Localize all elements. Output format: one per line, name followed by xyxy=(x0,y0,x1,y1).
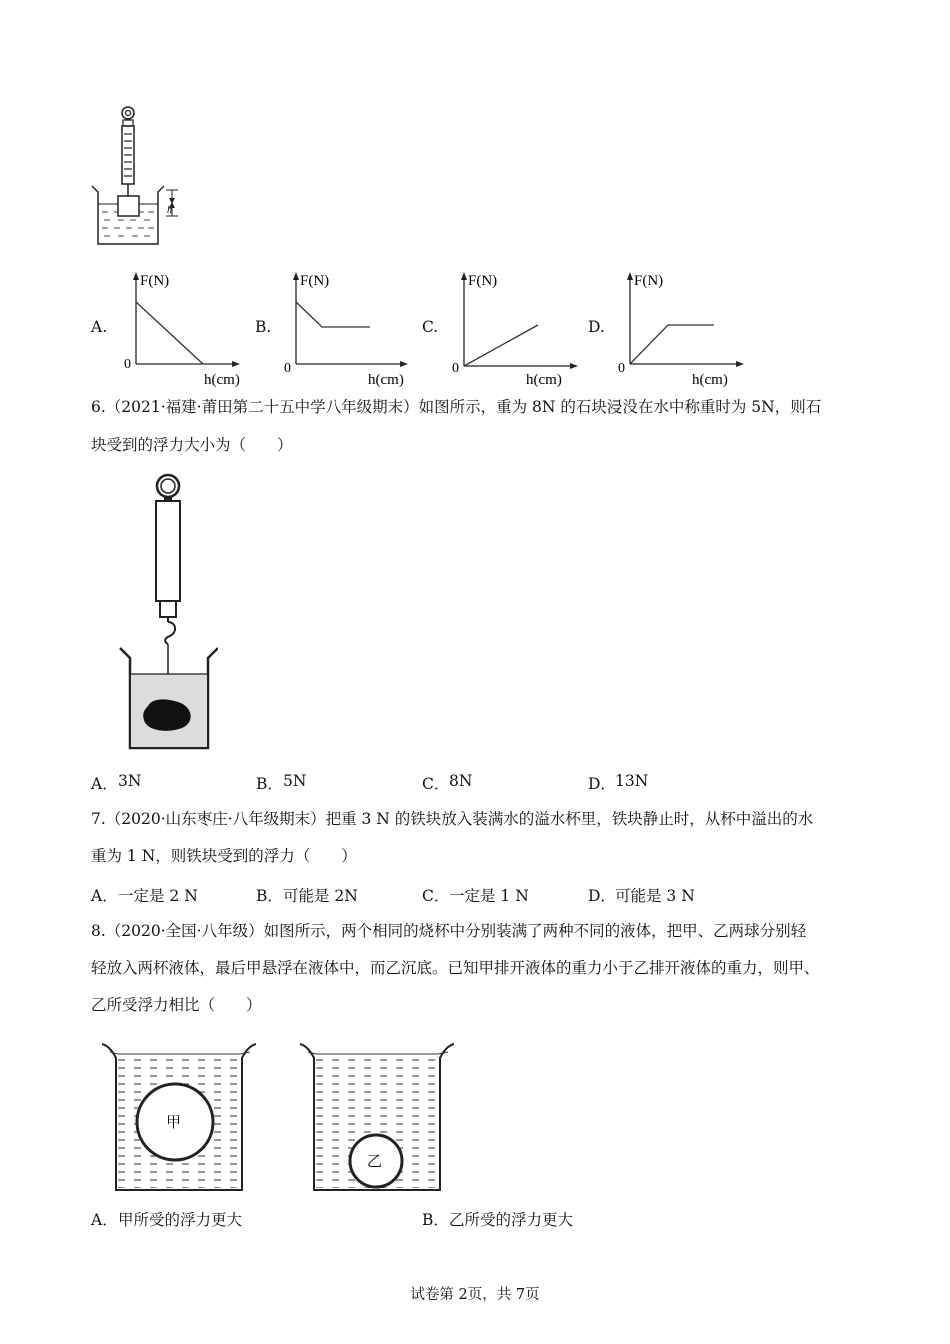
q8-option-a-letter[interactable]: A． xyxy=(91,1211,118,1229)
q5-h-label: h xyxy=(167,205,172,216)
q5-option-c-letter[interactable]: C. xyxy=(422,318,439,336)
q6-question-line2: 块受到的浮力大小为（ ） xyxy=(91,436,293,454)
graph-c-origin: 0 xyxy=(452,361,459,376)
graph-b-xlabel: h(cm) xyxy=(368,372,404,388)
q6-option-d-letter[interactable]: D． xyxy=(588,775,616,793)
q5-option-b-letter[interactable]: B. xyxy=(255,318,272,336)
q8-question-line2: 轻放入两杯液体，最后甲悬浮在液体中，而乙沉底。已知甲排开液体的重力小于乙排开液体的重力，则甲、 xyxy=(91,959,820,977)
q5-graph-a xyxy=(118,268,258,390)
q7-option-b-letter[interactable]: B． xyxy=(256,887,283,905)
q8-option-a-text[interactable]: 甲所受的浮力更大 xyxy=(118,1211,243,1229)
q7-option-d-letter[interactable]: D． xyxy=(588,887,616,905)
q7-question-line2: 重为 1 N，则铁块受到的浮力（ ） xyxy=(91,847,357,865)
q5-option-a-letter[interactable]: A. xyxy=(91,318,108,336)
q6-option-d-text[interactable]: 13N xyxy=(615,772,649,790)
graph-a-ylabel: F(N) xyxy=(140,273,170,289)
graph-b-ylabel: F(N) xyxy=(300,273,330,289)
graph-d-origin: 0 xyxy=(618,361,625,376)
q7-question-line1: 7.（2020·山东枣庄·八年级期末）把重 3 N 的铁块放入装满水的溢水杯里，铁块静止时，从杯中溢出的水 xyxy=(91,810,814,828)
q8-question-line3: 乙所受浮力相比（ ） xyxy=(91,996,262,1014)
q7-option-c-letter[interactable]: C． xyxy=(422,887,450,905)
q6-option-b-text[interactable]: 5N xyxy=(283,772,307,790)
q7-option-b-text[interactable]: 可能是 2N xyxy=(283,887,358,905)
q8-option-b-letter[interactable]: B． xyxy=(422,1211,449,1229)
q6-spring-scale-figure xyxy=(118,470,218,752)
graph-d-ylabel: F(N) xyxy=(634,273,664,289)
q8-beaker-b-figure xyxy=(298,1040,458,1196)
q6-option-b-letter[interactable]: B． xyxy=(256,775,283,793)
graph-c-xlabel: h(cm) xyxy=(526,372,562,388)
q5-graph-d xyxy=(612,268,752,390)
graph-a-origin: 0 xyxy=(124,357,131,372)
q5-graph-b xyxy=(278,268,418,390)
q8-question-line1: 8.（2020·全国·八年级）如图所示，两个相同的烧杯中分别装满了两种不同的液体，把甲、乙两球分别轻 xyxy=(91,922,807,940)
ball-yi-label: 乙 xyxy=(367,1154,383,1170)
q6-option-a-text[interactable]: 3N xyxy=(118,772,142,790)
q7-option-a-text[interactable]: 一定是 2 N xyxy=(118,887,198,905)
q7-option-d-text[interactable]: 可能是 3 N xyxy=(615,887,695,905)
q5-setup-figure xyxy=(90,104,190,248)
q8-beaker-a-figure xyxy=(100,1040,260,1196)
q7-option-a-letter[interactable]: A． xyxy=(91,887,118,905)
q5-graph-c xyxy=(446,268,586,390)
q8-option-b-text[interactable]: 乙所受的浮力更大 xyxy=(449,1211,574,1229)
q6-question-line1: 6.（2021·福建·莆田第二十五中学八年级期末）如图所示，重为 8N 的石块浸没在水中称重时为 5N，则石 xyxy=(91,398,822,416)
q6-option-c-letter[interactable]: C． xyxy=(422,775,450,793)
graph-a-xlabel: h(cm) xyxy=(204,372,240,388)
graph-c-ylabel: F(N) xyxy=(468,273,498,289)
graph-b-origin: 0 xyxy=(284,361,291,376)
q5-option-d-letter[interactable]: D. xyxy=(588,318,605,336)
page-footer: 试卷第 2页，共 7页 xyxy=(410,1287,540,1303)
ball-jia-label: 甲 xyxy=(166,1115,182,1131)
q7-option-c-text[interactable]: 一定是 1 N xyxy=(449,887,529,905)
q6-option-a-letter[interactable]: A． xyxy=(91,775,118,793)
q6-option-c-text[interactable]: 8N xyxy=(449,772,473,790)
graph-d-xlabel: h(cm) xyxy=(692,372,728,388)
